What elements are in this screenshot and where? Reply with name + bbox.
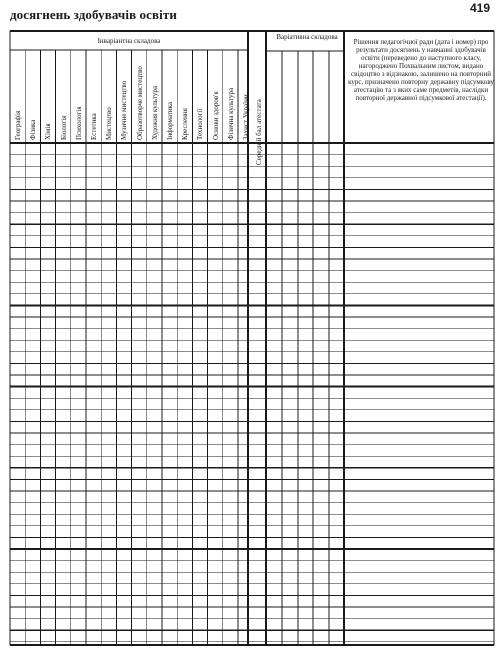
subject-label: Захист України [242, 94, 250, 140]
page-number: 419 [469, 1, 490, 15]
subject-label: Хімія [44, 123, 53, 140]
subject-label: Психологія [74, 106, 83, 140]
subject-label: Образотворче мистецтво [135, 66, 144, 140]
subject-label: Основи здоров'я [211, 91, 220, 140]
subject-label: Креслення [181, 108, 190, 140]
invariant-header: Інваріантна складова [97, 37, 161, 45]
subject-label: Художня культура [150, 86, 159, 140]
page-heading: досягнень здобувачів освіти [10, 7, 177, 22]
subject-label: Фізична культура [226, 87, 235, 140]
subject-label: Інформатика [166, 101, 174, 140]
decision-header: Рішення педагогічної ради (дата і номер) про результати досягнень у навчанні здобувачів освіти (переведено до наступного класу, нагороджено Похвальним листом, видано свідоцтво з відзнакою, залишено на повторний курс, призначено повторну державну підсумкову атестацію та з яких саме предметів, наслідки повторної державної підсумкової атестації). [348, 38, 494, 102]
subject-label: Мистецтво [105, 107, 114, 140]
variable-header: Варіативна складова [276, 33, 338, 41]
subject-label: Фізика [29, 119, 38, 140]
subject-label: Естетика [90, 113, 98, 140]
subject-label: Географія [14, 110, 22, 140]
average-score-label: Середній бал атестата [255, 99, 263, 165]
subject-label: Музичне мистецтво [120, 80, 129, 140]
subject-label: Біологія [59, 115, 68, 140]
subject-label: Технології [196, 108, 205, 140]
